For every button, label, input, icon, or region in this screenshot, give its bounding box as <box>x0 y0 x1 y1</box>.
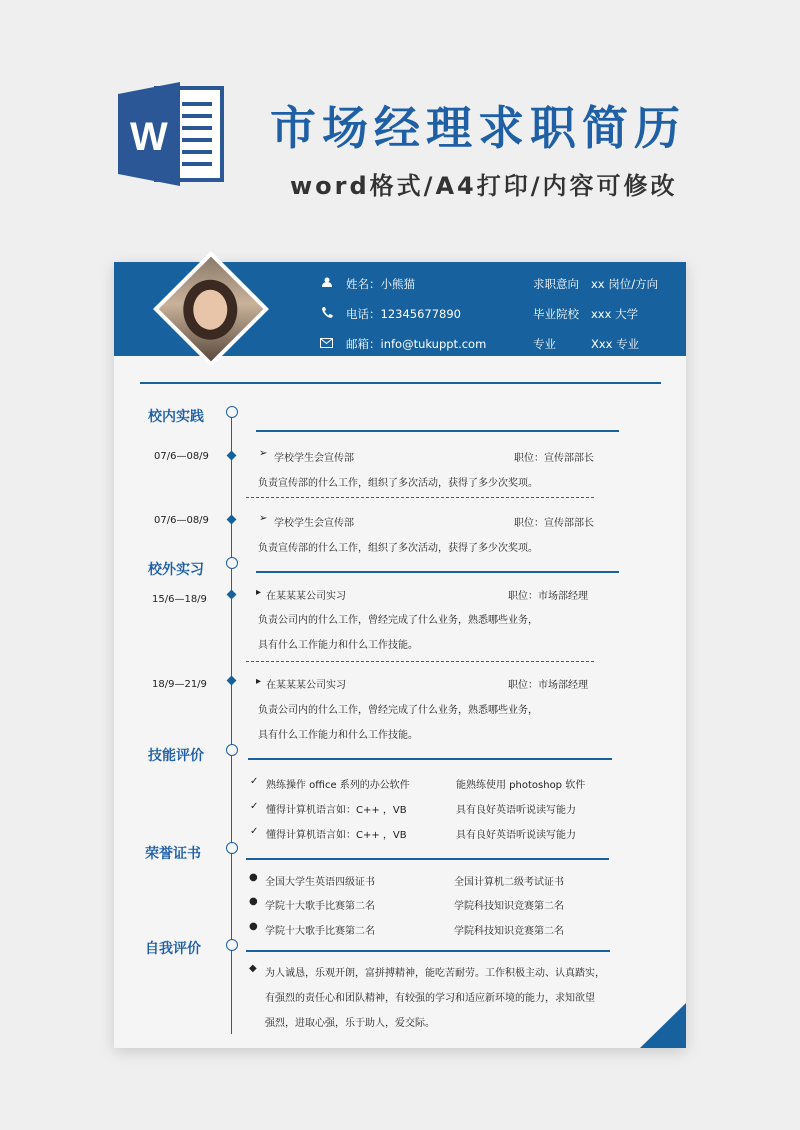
email-field: 邮箱：info@tukuppt.com <box>346 337 487 351</box>
resume-paper <box>114 262 686 1048</box>
section-title-intern: 校外实习 <box>148 562 204 578</box>
entry-date: 07/6—08/9 <box>154 451 209 462</box>
word-letter: W <box>130 115 168 159</box>
honor-item: 学院科技知识竞赛第二名 <box>454 926 564 937</box>
entry-desc: 负责公司内的什么工作，曾经完成了什么业务，熟悉哪些业务， <box>258 705 538 716</box>
dashed-divider <box>246 497 594 498</box>
section-line <box>246 950 610 952</box>
entry-desc: 负责宣传部的什么工作，组织了多次活动，获得了多少次奖项。 <box>258 478 538 489</box>
entry-date: 15/6—18/9 <box>152 594 207 605</box>
intent-label: 求职意向 <box>533 277 579 291</box>
section-line <box>246 858 609 860</box>
entry-desc: 负责公司内的什么工作，曾经完成了什么业务，熟悉哪些业务， <box>258 615 538 626</box>
phone-field: 电话：12345677890 <box>346 307 461 321</box>
section-title-skills: 技能评价 <box>148 748 204 764</box>
entry-desc: 具有什么工作能力和什么工作技能。 <box>258 730 418 741</box>
entry-position: 职位：宣传部部长 <box>514 453 594 464</box>
user-icon <box>320 277 334 292</box>
entry-org: 在某某某公司实习 <box>266 680 346 691</box>
section-line <box>256 430 619 432</box>
arrow-bullet-icon: ▸ <box>256 587 262 598</box>
entry-desc: 负责宣传部的什么工作，组织了多次活动，获得了多少次奖项。 <box>258 543 538 554</box>
entry-desc: 具有什么工作能力和什么工作技能。 <box>258 640 418 651</box>
honor-item: 学院科技知识竞赛第二名 <box>454 901 564 912</box>
section-line <box>256 571 619 573</box>
check-icon: ✓ <box>250 801 259 812</box>
divider <box>140 382 661 384</box>
honor-item: 学院十大歌手比赛第二名 <box>265 926 375 937</box>
section-node <box>226 406 238 418</box>
skill-item: 熟练操作 office 系列的办公软件 <box>266 780 410 791</box>
school-label: 毕业院校 <box>533 307 579 321</box>
section-node <box>226 557 238 569</box>
school-value: xxx 大学 <box>591 307 639 321</box>
major-value: Xxx 专业 <box>591 337 640 351</box>
check-icon: ✓ <box>250 826 259 837</box>
section-line <box>248 758 612 760</box>
section-node <box>226 939 238 951</box>
skill-item: 懂得计算机语言如：C++ ，VB <box>266 805 407 816</box>
word-icon <box>118 82 226 186</box>
arrow-bullet-icon: ➢ <box>259 448 268 459</box>
dot-bullet-icon: ● <box>249 872 258 883</box>
arrow-bullet-icon: ➢ <box>259 513 268 524</box>
entry-position: 职位：宣传部部长 <box>514 518 594 529</box>
section-node <box>226 744 238 756</box>
honor-item: 全国计算机二级考试证书 <box>454 877 564 888</box>
entry-position: 职位：市场部经理 <box>508 680 588 691</box>
mail-icon <box>320 338 333 351</box>
diamond-bullet-icon: ◆ <box>249 963 257 974</box>
self-eval-line: 为人诚恳，乐观开朗，富拼搏精神，能吃苦耐劳。工作积极主动、认真踏实， <box>265 968 605 979</box>
name-field: 姓名：小熊猫 <box>346 277 415 291</box>
check-icon: ✓ <box>250 776 259 787</box>
entry-date: 07/6—08/9 <box>154 515 209 526</box>
corner-decoration <box>640 1003 686 1048</box>
skill-item: 懂得计算机语言如：C++ ，VB <box>266 830 407 841</box>
major-label: 专业 <box>533 337 556 351</box>
section-title-honors: 荣誉证书 <box>145 846 201 862</box>
self-eval-line: 强烈，进取心强，乐于助人，爱交际。 <box>265 1018 435 1029</box>
section-title-self: 自我评价 <box>145 941 201 957</box>
entry-org: 学校学生会宣传部 <box>274 518 354 529</box>
promo-title: 市场经理求职简历 <box>270 101 686 155</box>
section-node <box>226 842 238 854</box>
honor-item: 学院十大歌手比赛第二名 <box>265 901 375 912</box>
section-title-campus: 校内实践 <box>148 409 204 425</box>
phone-icon <box>321 306 333 322</box>
entry-date: 18/9—21/9 <box>152 679 207 690</box>
promo-subtitle: word格式/A4打印/内容可修改 <box>290 172 678 200</box>
skill-item: 能熟练使用 photoshop 软件 <box>456 780 586 791</box>
dashed-divider <box>246 661 594 662</box>
entry-position: 职位：市场部经理 <box>508 591 588 602</box>
self-eval-line: 有强烈的责任心和团队精神，有较强的学习和适应新环境的能力，求知欲望 <box>265 993 595 1004</box>
arrow-bullet-icon: ▸ <box>256 676 262 687</box>
skill-item: 具有良好英语听说读写能力 <box>456 805 576 816</box>
skill-item: 具有良好英语听说读写能力 <box>456 830 576 841</box>
entry-org: 学校学生会宣传部 <box>274 453 354 464</box>
intent-value: xx 岗位/方向 <box>591 277 659 291</box>
honor-item: 全国大学生英语四级证书 <box>265 877 375 888</box>
entry-org: 在某某某公司实习 <box>266 591 346 602</box>
dot-bullet-icon: ● <box>249 921 258 932</box>
dot-bullet-icon: ● <box>249 896 258 907</box>
